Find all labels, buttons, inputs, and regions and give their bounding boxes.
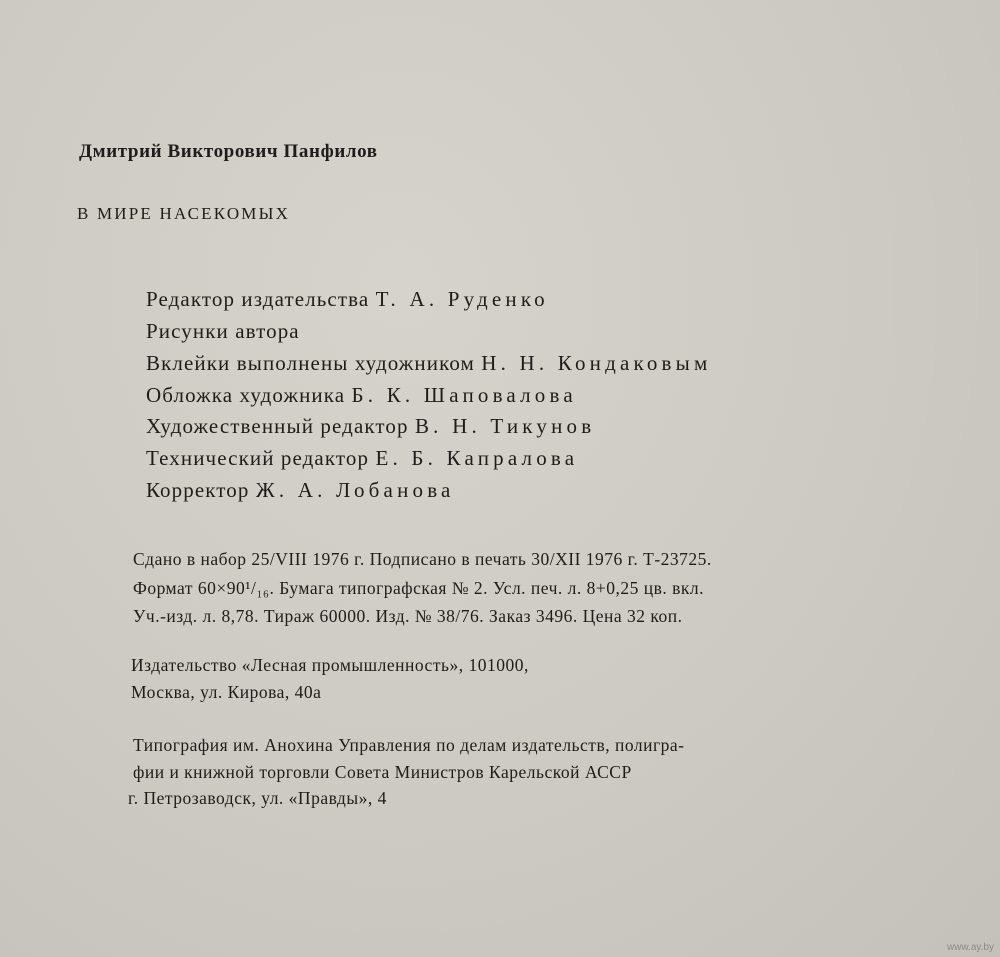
credit-line bbox=[146, 321, 300, 342]
printer-line: Типография им. Анохина Управления по делам издательств, полигра- bbox=[133, 735, 685, 755]
print-detail-line: Уч.-изд. л. 8,78. Тираж 60000. Изд. № 38/76. Заказ 3496. Цена 32 коп. bbox=[133, 606, 683, 626]
credit-name: Ж. А. Лобанова bbox=[255, 478, 455, 502]
credit-role: Художественный редактор bbox=[146, 414, 409, 438]
credit-role: Обложка художника bbox=[146, 383, 346, 407]
author-name: Дмитрий Викторович Панфилов bbox=[79, 141, 378, 162]
printer-line: г. Петрозаводск, ул. «Правды», 4 bbox=[128, 788, 387, 808]
credit-role: Вклейки выполнены художником bbox=[146, 351, 475, 375]
publisher-line: Издательство «Лесная промышленность», 101000, bbox=[131, 655, 529, 675]
credit-role: Рисунки автора bbox=[146, 319, 300, 343]
credit-name: Т. А. Руденко bbox=[375, 287, 549, 311]
credit-role: Корректор bbox=[146, 478, 250, 502]
credit-role: Технический редактор bbox=[146, 446, 370, 470]
credit-line bbox=[146, 353, 711, 374]
print-detail-line: Формат 60×90¹/₁₆. Бумага типографская № 2. Усл. печ. л. 8+0,25 цв. вкл. bbox=[133, 578, 705, 598]
printer-line: фии и книжной торговли Совета Министров Карельской АССР bbox=[133, 762, 632, 782]
book-title: В МИРЕ НАСЕКОМЫХ bbox=[77, 204, 291, 223]
credit-line bbox=[146, 416, 595, 437]
credit-name: В. Н. Тикунов bbox=[414, 414, 596, 438]
credit-line bbox=[146, 289, 549, 310]
credit-line bbox=[146, 385, 577, 406]
credit-line bbox=[146, 448, 578, 469]
site-watermark: www.ay.by bbox=[946, 942, 994, 953]
publisher-line: Москва, ул. Кирова, 40а bbox=[131, 682, 322, 702]
print-detail-line: Сдано в набор 25/VIII 1976 г. Подписано в печать 30/XII 1976 г. Т-23725. bbox=[133, 549, 712, 569]
credit-line bbox=[146, 480, 455, 501]
credit-name: Н. Н. Кондаковым bbox=[481, 351, 712, 375]
credit-name: Е. Б. Капралова bbox=[375, 446, 579, 470]
credit-role: Редактор издательства bbox=[146, 287, 370, 311]
credit-name: Б. К. Шаповалова bbox=[351, 383, 577, 407]
